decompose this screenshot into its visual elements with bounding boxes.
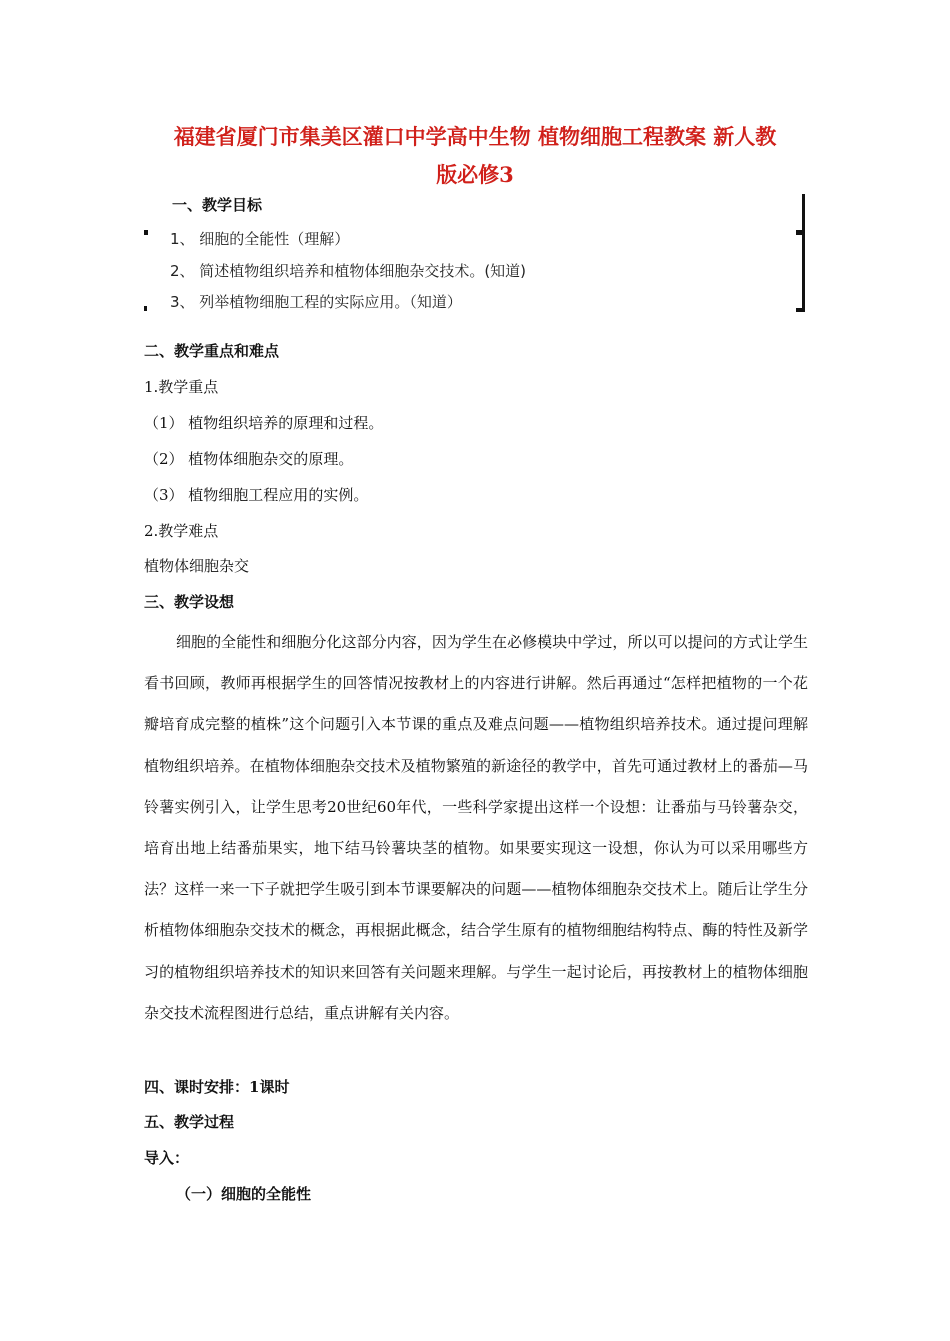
teaching-plan-paragraph: 细胞的全能性和细胞分化这部分内容，因为学生在必修模块中学过，所以可以提问的方式让学生看书回顾，教师再根据学生的回答情况按教材上的内容进行讲解。然后再通过“怎样把植物的一个花瓣培育成完整的植株”这个问题引入本节课的重点及难点问题——植物组织培养技术。通过提问理解植物组织培养。在植物体细胞杂交技术及植物繁殖的新途径的教学中，首先可通过教材上的番茄—马铃薯实例引入，让学生思考20世纪60年代，一些科学家提出这样一个设想：让番茄与马铃薯杂交，培育出地上结番茄果实，地下结马铃薯块茎的植物。如果要实现这一设想，你认为可以采用哪些方法？这样一来一下子就把学生吸引到本节课要解决的问题——植物体细胞杂交技术上。随后让学生分析植物体细胞杂交技术的概念，再根据此概念，结合学生原有的植物细胞结构特点、酶的特性及新学习的植物组织培养技术的知识来回答有关问题来理解。与学生一起讨论后，再按教材上的植物体细胞杂交技术流程图进行总结，重点讲解有关内容。 xyxy=(144,633,808,1022)
key-point-item: （1） 植物组织培养的原理和过程。 xyxy=(144,414,384,432)
section-2-heading: 二、教学重点和难点 xyxy=(144,342,280,360)
box-right-tick-top xyxy=(796,230,804,235)
difficulty-label: 2.教学难点 xyxy=(144,522,219,540)
objective-item: 2、 简述植物组织培养和植物体细胞杂交技术。(知道) xyxy=(170,262,527,280)
box-right-tick-bottom xyxy=(796,308,804,312)
key-point-item: （2） 植物体细胞杂交的原理。 xyxy=(144,450,354,468)
difficulty-text: 植物体细胞杂交 xyxy=(144,557,250,575)
objective-item: 1、 细胞的全能性（理解） xyxy=(170,230,350,248)
objectives-heading: 一、教学目标 xyxy=(172,196,263,214)
document-title xyxy=(100,118,850,194)
section-3-heading: 三、教学设想 xyxy=(144,593,235,611)
box-left-tick-top xyxy=(144,230,148,235)
title-line-2: 版必修3 xyxy=(436,162,514,187)
section-5-heading: 五、教学过程 xyxy=(144,1113,235,1131)
section-4-heading: 四、课时安排：1课时 xyxy=(144,1078,290,1096)
title-line-1: 福建省厦门市集美区灌口中学高中生物 植物细胞工程教案 新人教 xyxy=(173,124,777,149)
objective-item: 3、 列举植物细胞工程的实际应用。（知道） xyxy=(170,293,462,311)
key-point-item: （3） 植物细胞工程应用的实例。 xyxy=(144,486,369,504)
key-points-label: 1.教学重点 xyxy=(144,378,219,396)
box-left-tick-bottom xyxy=(144,306,147,311)
objectives-image xyxy=(150,190,806,314)
box-right-border xyxy=(802,194,805,312)
intro-label: 导入： xyxy=(144,1149,190,1167)
subsection-heading: （一）细胞的全能性 xyxy=(176,1185,312,1203)
